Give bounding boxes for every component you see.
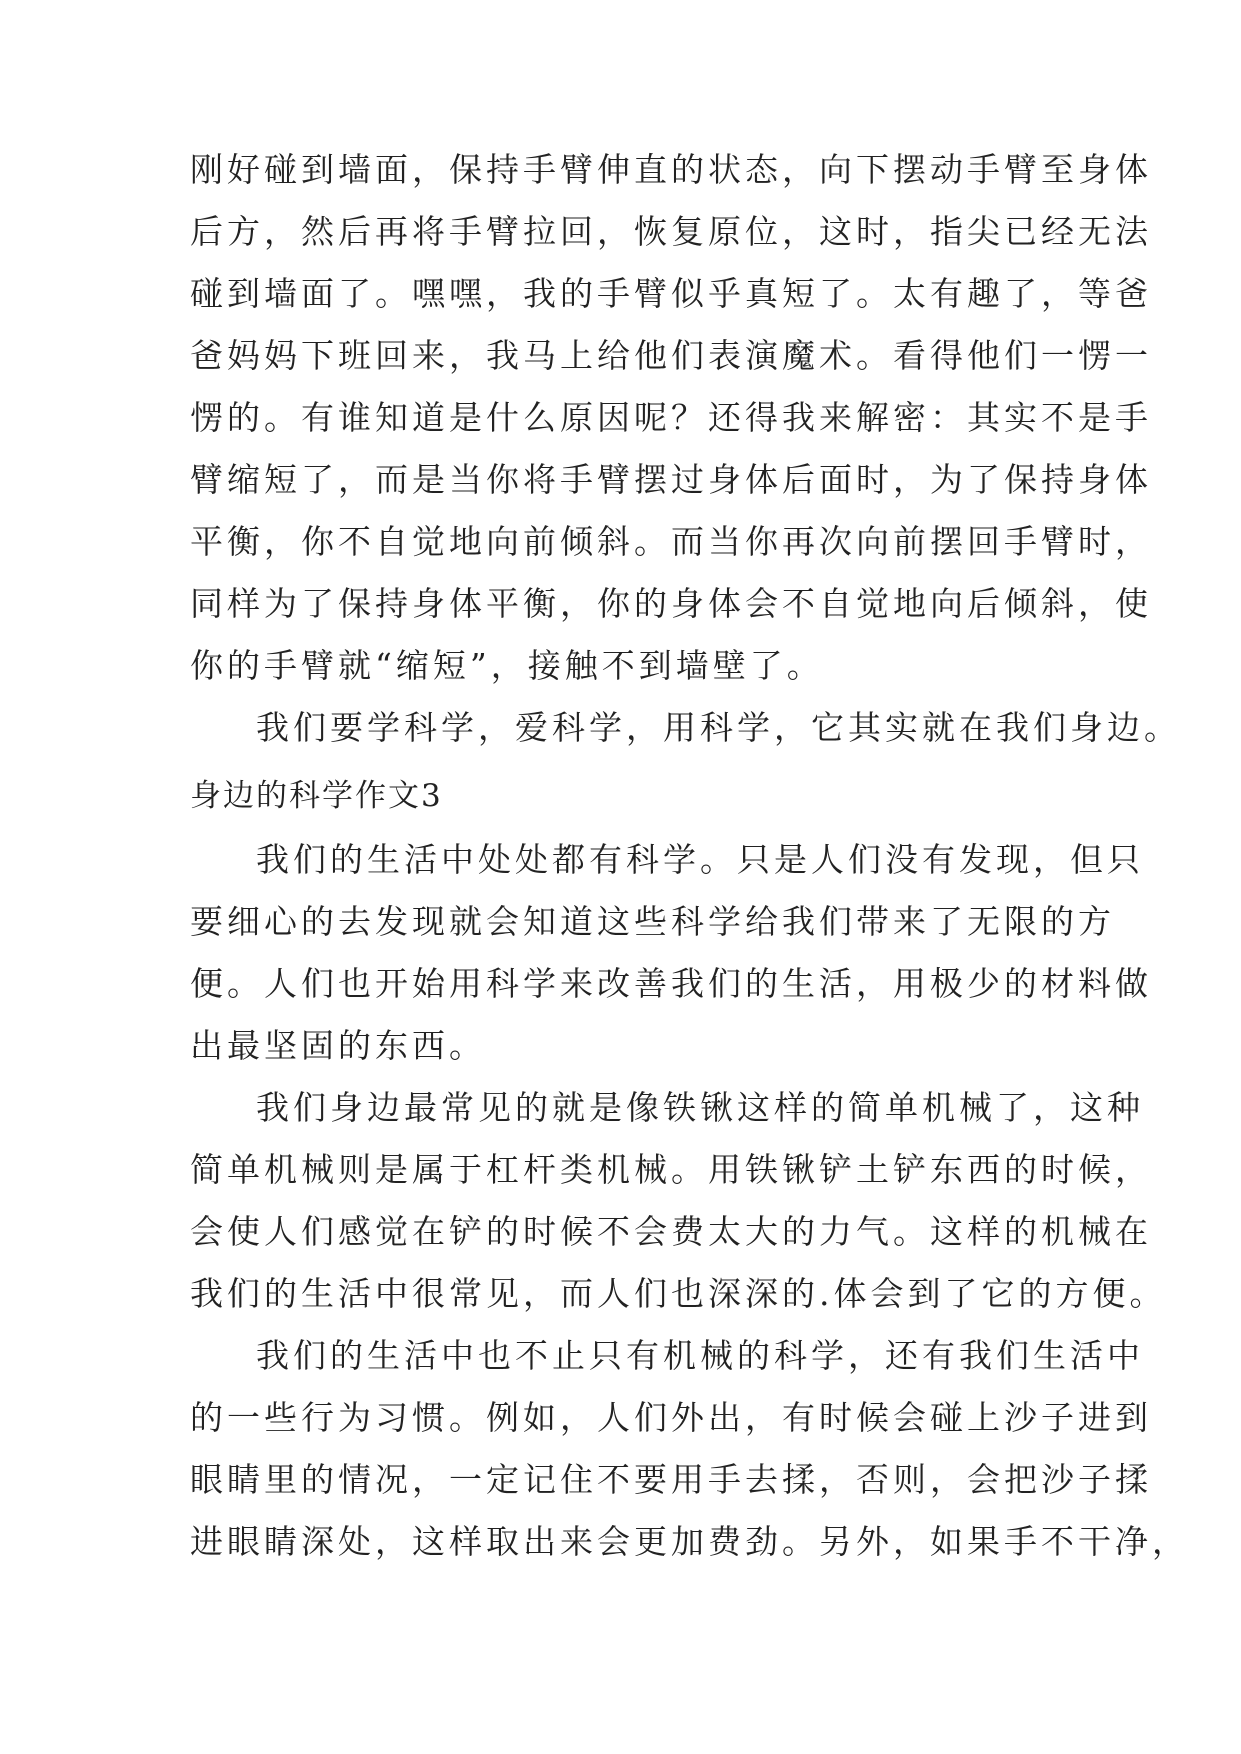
text-line: 眼睛里的情况，一定记住不要用手去揉，否则，会把沙子揉 <box>190 1460 1152 1499</box>
text-line: 要细心的去发现就会知道这些科学给我们带来了无限的方 <box>190 902 1115 941</box>
text-line: 碰到墙面了。嘿嘿，我的手臂似乎真短了。太有趣了，等爸 <box>190 274 1152 313</box>
text-line: 你的手臂就“缩短”，接触不到墙壁了。 <box>190 646 824 685</box>
text-line: 爸妈妈下班回来，我马上给他们表演魔术。看得他们一愣一 <box>190 336 1152 375</box>
text-line: 刚好碰到墙面，保持手臂伸直的状态，向下摆动手臂至身体 <box>190 150 1152 189</box>
text-line: 后方，然后再将手臂拉回，恢复原位，这时，指尖已经无法 <box>190 212 1152 251</box>
text-line: 便。人们也开始用科学来改善我们的生活，用极少的材料做 <box>190 964 1152 1003</box>
text-line: 臂缩短了，而是当你将手臂摆过身体后面时，为了保持身体 <box>190 460 1152 499</box>
text-line: 进眼睛深处，这样取出来会更加费劲。另外，如果手不干净， <box>190 1522 1189 1561</box>
essay-heading: 身边的科学作文3 <box>190 778 443 814</box>
text-line: 同样为了保持身体平衡，你的身体会不自觉地向后倾斜，使 <box>190 584 1152 623</box>
closing-paragraph: 我们要学科学，爱科学，用科学，它其实就在我们身边。 <box>256 708 1181 747</box>
text-line: 出最坚固的东西。 <box>190 1026 486 1065</box>
paragraph-first-line: 我们的生活中也不止只有机械的科学，还有我们生活中 <box>256 1336 1144 1375</box>
paragraph-first-line: 我们的生活中处处都有科学。只是人们没有发现，但只 <box>256 840 1144 879</box>
text-line: 愣的。有谁知道是什么原因呢？还得我来解密：其实不是手 <box>190 398 1152 437</box>
text-line: 的一些行为习惯。例如，人们外出，有时候会碰上沙子进到 <box>190 1398 1152 1437</box>
text-line: 会使人们感觉在铲的时候不会费太大的力气。这样的机械在 <box>190 1212 1152 1251</box>
text-line: 平衡，你不自觉地向前倾斜。而当你再次向前摆回手臂时， <box>190 522 1152 561</box>
text-line: 简单机械则是属于杠杆类机械。用铁锹铲土铲东西的时候， <box>190 1150 1152 1189</box>
paragraph-first-line: 我们身边最常见的就是像铁锹这样的简单机械了，这种 <box>256 1088 1144 1127</box>
text-line: 我们的生活中很常见，而人们也深深的.体会到了它的方便。 <box>190 1274 1167 1313</box>
